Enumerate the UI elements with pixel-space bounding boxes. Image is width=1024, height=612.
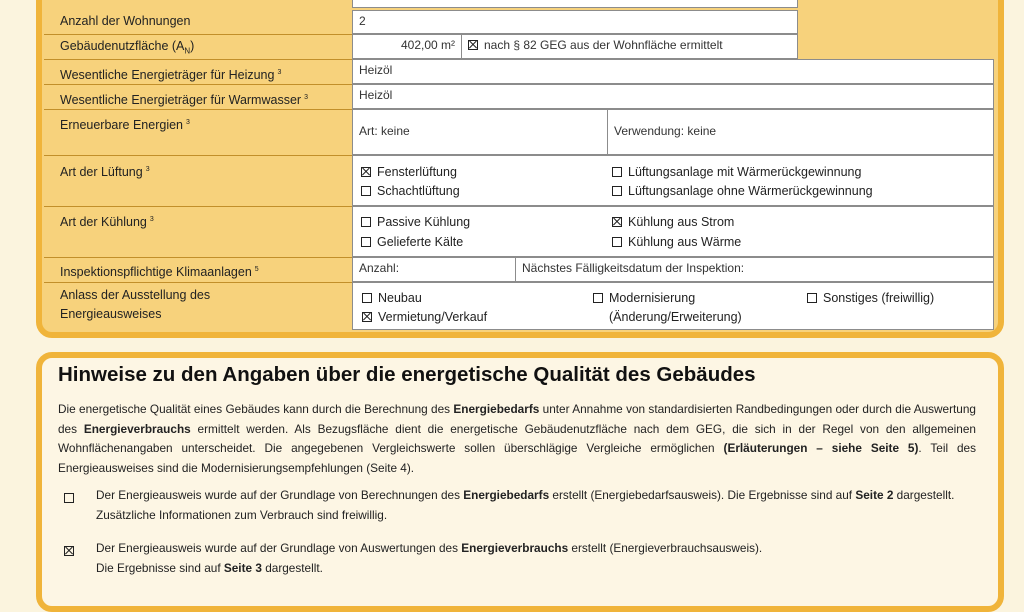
note-bedarf: Der Energieausweis wurde auf der Grundlage von Berechnungen des Energiebedarfs erstellt (Energiebedarfsausweis). Die Ergebnisse sind auf Seite 2 dargestellt. Zusätzliche Informationen zum Verbrauch sind freiwillig. <box>96 488 955 522</box>
note-bedarf-checkbox[interactable] <box>64 489 80 507</box>
opt-sonstiges[interactable]: Sonstiges (freiwillig) <box>807 289 934 307</box>
opt-kuehlung-strom[interactable]: Kühlung aus Strom <box>612 213 734 231</box>
label-erneuerbar: Erneuerbare Energien $^3$ <box>60 118 190 133</box>
label-heizung: Wesentliche Energieträger für Heizung $^3$ <box>60 68 282 83</box>
divider <box>44 34 352 35</box>
checkbox-icon <box>612 186 622 196</box>
label-wohnungen: Anzahl der Wohnungen <box>60 14 191 28</box>
opt-neubau[interactable]: Neubau <box>362 289 422 307</box>
divider <box>44 257 352 258</box>
opt-modernisierung[interactable]: Modernisierung <box>593 289 695 307</box>
checkbox-icon <box>362 293 372 303</box>
opt-schachtlueftung[interactable]: Schachtlüftung <box>361 182 460 200</box>
checkbox-icon <box>361 186 371 196</box>
klima-datum: Nächstes Fälligkeitsdatum der Inspektion: <box>515 257 994 282</box>
checkbox-checked-icon <box>612 217 622 227</box>
top-cut-cell <box>352 0 798 8</box>
opt-fensterlueftung[interactable]: Fensterlüftung <box>361 163 457 181</box>
label-warmwasser: Wesentliche Energieträger für Warmwasser $^3$ <box>60 93 308 108</box>
checkbox-icon <box>361 237 371 247</box>
divider <box>44 282 352 283</box>
wohnungen-value: 2 <box>352 10 798 34</box>
hinweise-paragraph: Die energetische Qualität eines Gebäudes kann durch die Berechnung des Energiebedarfs unter Annahme von standardisierten Randbedingungen oder durch die Auswertung des Energieverbrauchs ermittelt werden. Als Bezugsfläche dient die energetische Gebäudenutzfläche nach dem GEG, die sich in der Regel von den allgemeinen Wohnflächenangaben unterscheidet. Die angegebenen Vergleichswerte sollen überschlägige Vergleiche ermöglichen (Erläuterungen – siehe Seite 5). Teil des Energieausweises sind die Modernisierungsempfehlungen (Seite 4). <box>58 402 976 475</box>
label-nutzflaeche: Gebäudenutzfläche $(A_N)$ <box>60 39 195 56</box>
klima-anzahl: Anzahl: <box>352 257 516 282</box>
divider <box>44 59 352 60</box>
divider <box>44 155 352 156</box>
label-kuehlung: Art der Kühlung $^3$ <box>60 215 154 230</box>
nutzflaeche-option: nach § 82 GEG aus der Wohnfläche ermittelt <box>461 34 798 59</box>
checkbox-icon <box>612 237 622 247</box>
heizung-value: Heizöl <box>352 59 994 84</box>
opt-kuehlung-waerme[interactable]: Kühlung aus Wärme <box>612 233 741 251</box>
checkbox-icon <box>361 217 371 227</box>
checkbox-checked-icon <box>361 167 371 177</box>
label-lueftung: Art der Lüftung $^3$ <box>60 165 150 180</box>
note-verbrauch: Der Energieausweis wurde auf der Grundlage von Auswertungen des Energieverbrauchs erstellt (Energieverbrauchsausweis). Die Ergebnisse sind auf Seite 3 dargestellt. <box>96 541 763 575</box>
section-title: Hinweise zu den Angaben über die energetische Qualität des Gebäudes <box>58 363 756 386</box>
opt-lueftungsanlage-ohne[interactable]: Lüftungsanlage ohne Wärmerückgewinnung <box>612 182 873 200</box>
opt-modernisierung-detail: (Änderung/Erweiterung) <box>609 310 742 324</box>
note-verbrauch-checkbox[interactable] <box>64 542 80 560</box>
label-anlass-2: Energieausweises <box>60 307 162 321</box>
checkbox-icon <box>64 493 74 503</box>
opt-passive-kuehlung[interactable]: Passive Kühlung <box>361 213 470 231</box>
erneuerbar-verwendung: Verwendung: keine <box>607 109 994 155</box>
opt-gelieferte-kaelte[interactable]: Gelieferte Kälte <box>361 233 463 251</box>
checkbox-icon <box>807 293 817 303</box>
opt-vermietung[interactable]: Vermietung/Verkauf <box>362 308 487 326</box>
divider <box>44 109 352 110</box>
opt-lueftungsanlage-mit[interactable]: Lüftungsanlage mit Wärmerückgewinnung <box>612 163 861 181</box>
divider <box>44 84 352 85</box>
checkbox-checked-icon <box>64 546 74 556</box>
checkbox-checked-icon <box>362 312 372 322</box>
erneuerbar-art: Art: keine <box>352 109 608 155</box>
warmwasser-value: Heizöl <box>352 84 994 109</box>
label-klima: Inspektionspflichtige Klimaanlagen $^5$ <box>60 265 259 280</box>
label-anlass-1: Anlass der Ausstellung des <box>60 288 211 302</box>
divider <box>44 206 352 207</box>
nutzflaeche-value: 402,00 m² <box>352 34 462 59</box>
checkbox-icon <box>612 167 622 177</box>
checkbox-checked-icon <box>468 40 478 50</box>
checkbox-icon <box>593 293 603 303</box>
